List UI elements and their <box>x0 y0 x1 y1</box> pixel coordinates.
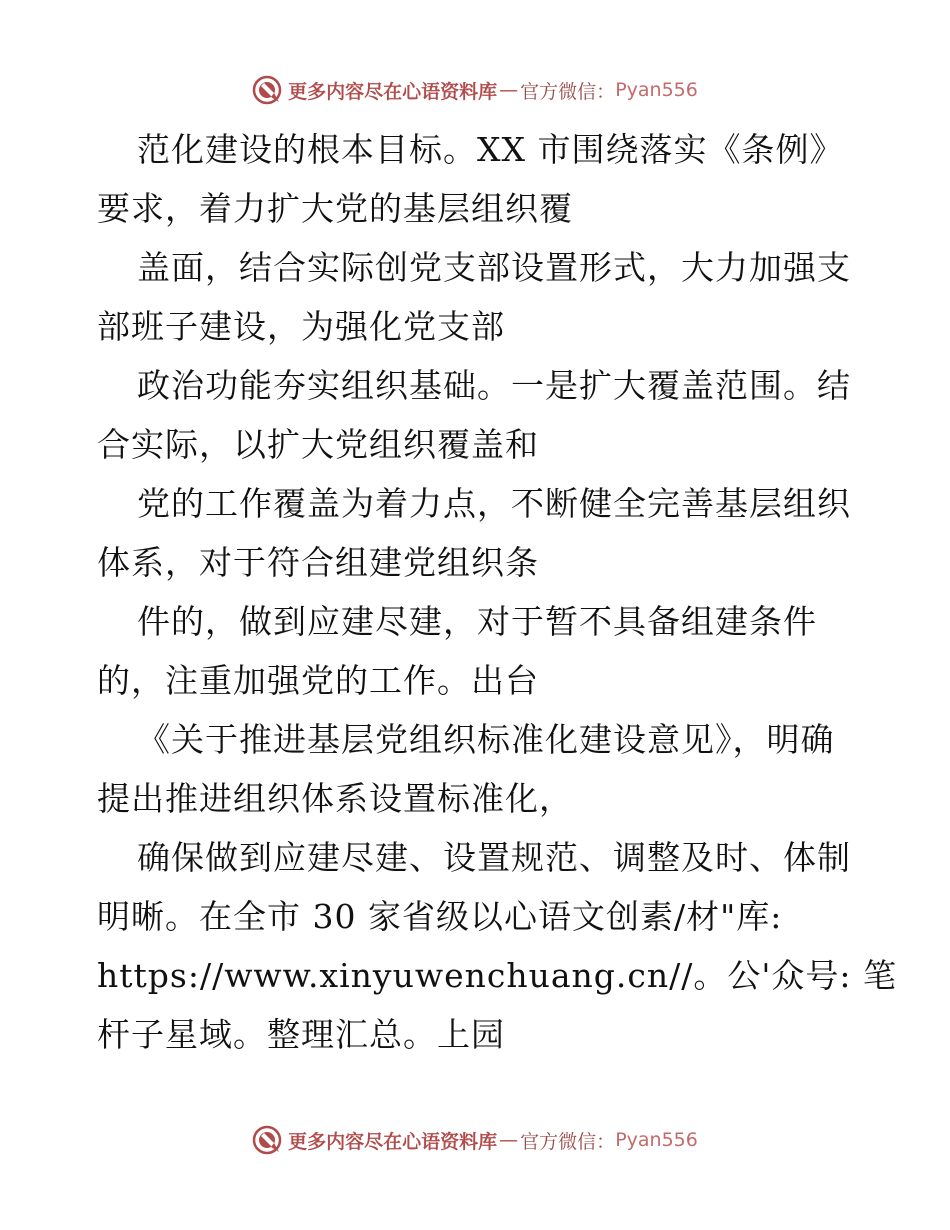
body-line: 合实际，以扩大党组织覆盖和 <box>97 425 539 464</box>
header-separator: — <box>499 79 519 101</box>
body-line: 的，注重加强党的工作。出台 <box>97 661 539 700</box>
body-line: 杆子星域。整理汇总。上园 <box>97 1015 505 1054</box>
header-wechat-label: 官方微信： <box>520 80 616 103</box>
header-banner <box>0 70 950 110</box>
pen-logo-icon <box>252 1125 282 1155</box>
body-line: 党的工作覆盖为着力点，不断健全完善基层组织 <box>137 484 851 523</box>
header-site-text: 更多内容尽在心语资料库 <box>288 80 498 103</box>
body-line: 政治功能夯实组织基础。一是扩大覆盖范围。结 <box>137 366 851 405</box>
body-line: 要求，着力扩大党的基层组织覆 <box>97 189 573 228</box>
body-line: 明晰。在全市 30 家省级以心语文创素/材"库: <box>97 897 783 936</box>
document-body <box>97 120 898 1064</box>
footer-site-text: 更多内容尽在心语资料库 <box>288 1130 498 1153</box>
footer-separator: — <box>499 1129 519 1151</box>
body-line: 部班子建设，为强化党支部 <box>97 307 505 346</box>
footer-wechat-account: Pyan556 <box>615 1129 698 1151</box>
pen-logo-icon <box>252 75 282 105</box>
body-line: 确保做到应建尽建、设置规范、调整及时、体制 <box>137 838 851 877</box>
body-line: 《关于推进基层党组织标准化建设意见》，明确 <box>137 720 835 759</box>
body-line: https://www.xinyuwenchuang.cn//。公'众号: 笔 <box>97 956 898 995</box>
body-line: 范化建设的根本目标。XX 市围绕落实《条例》 <box>137 130 844 169</box>
body-line: 件的，做到应建尽建，对于暂不具备组建条件 <box>137 602 817 641</box>
body-line: 体系，对于符合组建党组织条 <box>97 543 539 582</box>
footer-wechat-label: 官方微信： <box>520 1130 616 1153</box>
header-wechat-account: Pyan556 <box>615 79 698 101</box>
body-line: 盖面，结合实际创党支部设置形式，大力加强支 <box>137 248 851 287</box>
body-line: 提出推进组织体系设置标准化， <box>97 779 573 818</box>
footer-banner <box>0 1120 950 1160</box>
